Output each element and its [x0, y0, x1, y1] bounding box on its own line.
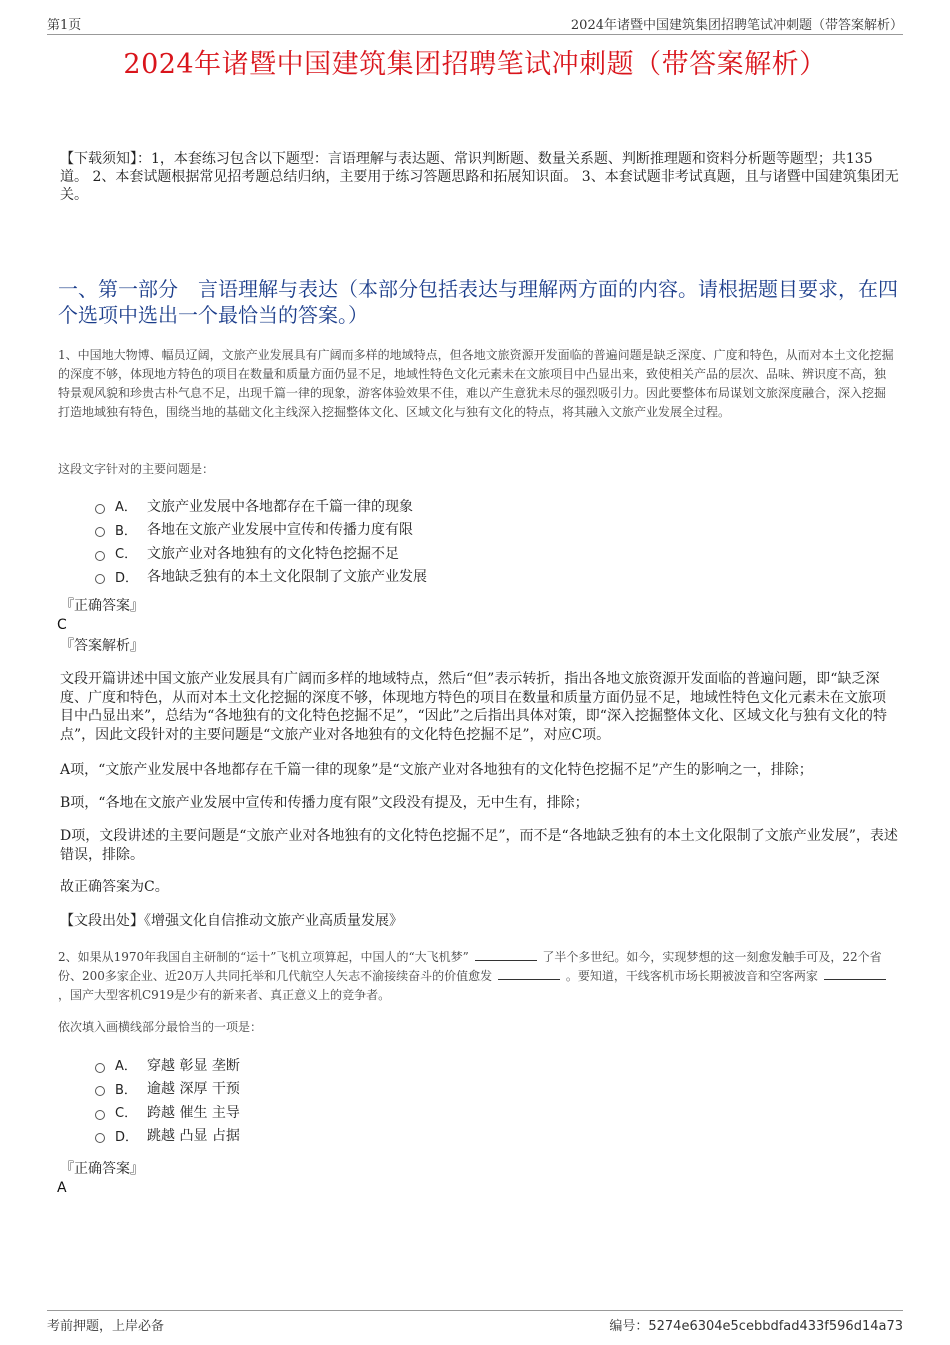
footer-code: 编号：5274e6304e5cebbdfad433f596d14a73 — [609, 1319, 903, 1334]
radio-icon[interactable] — [95, 551, 105, 561]
option-d[interactable]: D． 各地缺乏独有的本土文化限制了文旅产业发展 — [95, 565, 895, 589]
analysis-label: 『答案解析』 — [60, 638, 144, 654]
header-doc-title: 2024年诸暨中国建筑集团招聘笔试冲刺题（带答案解析） — [570, 18, 903, 33]
option-b[interactable]: B． 逾越 深厚 干预 — [95, 1077, 895, 1101]
option-c[interactable]: C． 文旅产业对各地独有的文化特色挖掘不足 — [95, 541, 895, 565]
question-1-prompt: 这段文字针对的主要问题是： — [58, 462, 215, 476]
blank-line — [824, 967, 886, 980]
question-1-options — [95, 494, 895, 588]
radio-icon[interactable] — [95, 574, 105, 584]
question-2-stem: 2、如果从1970年我国自主研制的“运十”飞机立项算起，中国人的“大飞机梦” 了半个多世纪。如今，实现梦想的这一刻愈发触手可及，22个省份、200多家企业、近20万人共同托举和几代航空人矢志不渝接续奋斗的价值愈发 。要知道，干线客机市场长期被波音和空客两家 ，国产大型客机C919是少有的新来者、真正意义上的竞争者。 — [58, 948, 896, 1005]
page-number: 第1页 — [47, 18, 82, 33]
analysis-paragraph: A项，“文旅产业发展中各地都存在千篇一律的现象”是“文旅产业对各地独有的文化特色挖掘不足”产生的影响之一，排除； — [60, 762, 813, 778]
option-a[interactable]: A． 文旅产业发展中各地都存在千篇一律的现象 — [95, 494, 895, 518]
question-2-options — [95, 1053, 895, 1147]
correct-answer: A — [57, 1180, 67, 1196]
page-header — [47, 12, 903, 35]
analysis-paragraph: 故正确答案为C。 — [60, 879, 169, 895]
footer-slogan: 考前押题，上岸必备 — [47, 1319, 165, 1334]
radio-icon[interactable] — [95, 527, 105, 537]
radio-icon[interactable] — [95, 1063, 105, 1073]
correct-answer: C — [57, 617, 67, 633]
analysis-paragraph: 文段开篇讲述中国文旅产业发展具有广阔而多样的地域特点，然后“但”表示转折，指出各地文旅资源开发面临的普遍问题，即“缺乏深度、广度和特色，从而对本土文化挖掘的深度不够，体现地方特色的项目在数量和质量方面仍显不足，地域性特色文化元素未在文旅项目中凸显出来”，总结为“各地独有的文化特色挖掘不足”，“因此”之后指出具体对策，即“深入挖掘整体文化、区域文化与独有文化的特点”，因此文段针对的主要问题是“文旅产业对各地独有的文化特色挖掘不足”，对应C项。 — [60, 671, 887, 743]
source-note: 【文段出处】《增强文化自信推动文旅产业高质量发展》 — [60, 913, 403, 929]
analysis-paragraph: B项，“各地在文旅产业发展中宣传和传播力度有限”文段没有提及，无中生有，排除； — [60, 795, 589, 811]
answer-label: 『正确答案』 — [60, 598, 144, 614]
blank-line — [498, 967, 560, 980]
option-c[interactable]: C． 跨越 催生 主导 — [95, 1100, 895, 1124]
analysis-paragraph: D项，文段讲述的主要问题是“文旅产业对各地独有的文化特色挖掘不足”，而不是“各地缺乏独有的本土文化限制了文旅产业发展”，表述错误，排除。 — [60, 828, 898, 863]
radio-icon[interactable] — [95, 1110, 105, 1120]
radio-icon[interactable] — [95, 1133, 105, 1143]
question-2-prompt: 依次填入画横线部分最恰当的一项是： — [58, 1020, 263, 1034]
page-title: 2024年诸暨中国建筑集团招聘笔试冲刺题（带答案解析） — [123, 49, 827, 80]
option-d[interactable]: D． 跳越 凸显 占据 — [95, 1124, 895, 1148]
answer-label: 『正确答案』 — [60, 1161, 144, 1177]
option-a[interactable]: A． 穿越 彰显 垄断 — [95, 1053, 895, 1077]
page-footer — [47, 1310, 903, 1335]
download-notice: 【下载须知】：1，本套练习包含以下题型：言语理解与表达题、常识判断题、数量关系题、判断推理题和资料分析题等题型；共135道。 2、本套试题根据常见招考题总结归纳，主要用于练习答题思路和拓展知识面。 3、本套试题非考试真题，且与诸暨中国建筑集团无关。 — [60, 151, 899, 203]
radio-icon[interactable] — [95, 504, 105, 514]
radio-icon[interactable] — [95, 1086, 105, 1096]
section-title: 一、第一部分 言语理解与表达（本部分包括表达与理解两方面的内容。请根据题目要求，在四个选项中选出一个最恰当的答案。） — [58, 277, 898, 327]
blank-line — [475, 948, 537, 961]
question-1-stem: 1、中国地大物博、幅员辽阔，文旅产业发展具有广阔而多样的地域特点，但各地文旅资源开发面临的普遍问题是缺乏深度、广度和特色，从而对本土文化挖掘的深度不够，体现地方特色的项目在数量和质量方面仍显不足，地域性特色文化元素未在文旅项目中凸显出来，致使相关产品的层次、品味、辨识度不高，独特景观风貌和珍贵古朴气息不足，出现千篇一律的现象，游客体验效果不佳，难以产生意犹未尽的强烈吸引力。因此要整体布局谋划文旅深度融合，深入挖掘打造地域独有特色，围绕当地的基础文化主线深入挖掘整体文化、区域文化与独有文化的特点，将其融入文旅产业发展全过程。 — [58, 348, 894, 419]
option-b[interactable]: B． 各地在文旅产业发展中宣传和传播力度有限 — [95, 518, 895, 542]
